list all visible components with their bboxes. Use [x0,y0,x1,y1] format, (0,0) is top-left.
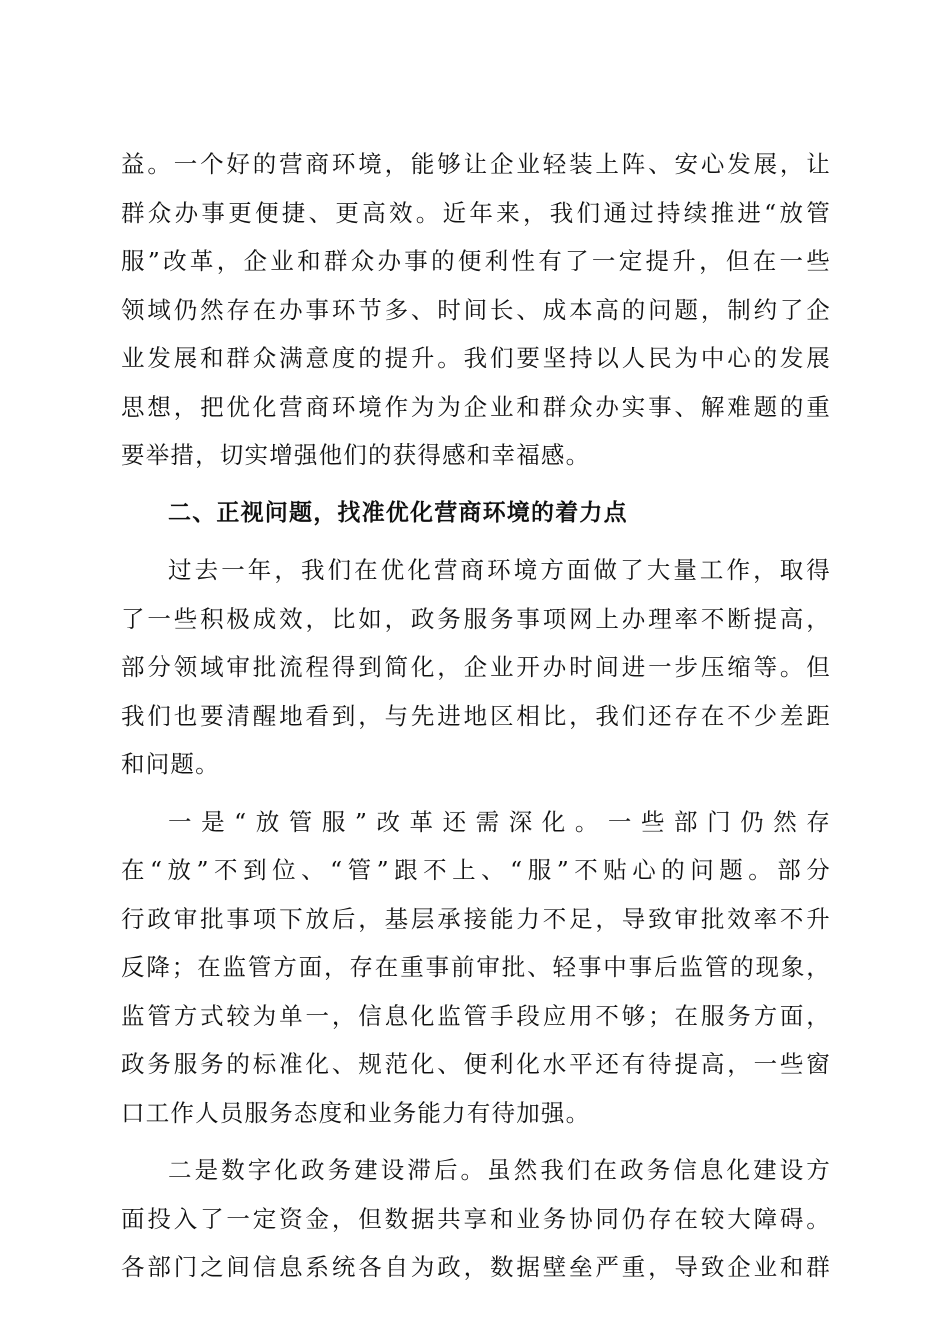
text-line: 服”改革，企业和群众办事的便利性有了一定提升，但在一些 [121,247,831,275]
text-line: 政务服务的标准化、规范化、便利化水平还有待提高，一些窗 [121,1050,831,1078]
paragraph-past-year [121,546,831,789]
section-heading-2-wrapper [121,489,831,538]
paragraph-digital-government [121,1146,831,1292]
document-body [121,140,831,1301]
text-line: 群众办事更便捷、更高效。近年来，我们通过持续推进“放管 [121,198,831,227]
text-line: 我们也要清醒地看到，与先进地区相比，我们还存在不少差距 [121,701,831,730]
text-line: 在“放”不到位、“管”跟不上、“服”不贴心的问题。部分 [121,856,831,884]
text-line: 过去一年，我们在优化营商环境方面做了大量工作，取得 [168,556,831,584]
text-line: 领域仍然存在办事环节多、时间长、成本高的问题，制约了企 [121,295,831,324]
text-line: 思想，把优化营商环境作为为企业和群众办实事、解难题的重 [121,392,831,421]
text-line: 要举措，切实增强他们的获得感和幸福感。 [121,441,591,469]
text-line: 和问题。 [121,750,220,778]
text-line: 反降；在监管方面，存在重事前审批、轻事中事后监管的现象， [121,953,831,981]
text-line: 业发展和群众满意度的提升。我们要坚持以人民为中心的发展 [121,344,831,372]
text-line: 一是“放管服”改革还需深化。一些部门仍然存 [168,807,831,836]
text-line: 行政审批事项下放后，基层承接能力不足，导致审批效率不升 [121,904,831,933]
text-line: 面投入了一定资金，但数据共享和业务协同仍存在较大障碍。 [121,1204,831,1233]
paragraph-reform-deepen [121,798,831,1138]
text-line: 口工作人员服务态度和业务能力有待加强。 [121,1098,591,1127]
section-heading: 二、正视问题，找准优化营商环境的着力点 [168,499,628,526]
text-line: 部分领域审批流程得到简化，企业开办时间进一步压缩等。但 [121,653,831,681]
text-line: 二是数字化政务建设滞后。虽然我们在政务信息化建设方 [168,1156,831,1184]
paragraph-importance [121,140,831,480]
text-line: 各部门之间信息系统各自为政，数据壁垒严重，导致企业和群 [121,1253,831,1281]
text-line: 了一些积极成效，比如，政务服务事项网上办理率不断提高， [121,604,831,633]
text-line: 监管方式较为单一，信息化监管手段应用不够；在服务方面， [121,1001,831,1030]
text-line: 益。一个好的营商环境，能够让企业轻装上阵、安心发展，让 [121,150,831,178]
